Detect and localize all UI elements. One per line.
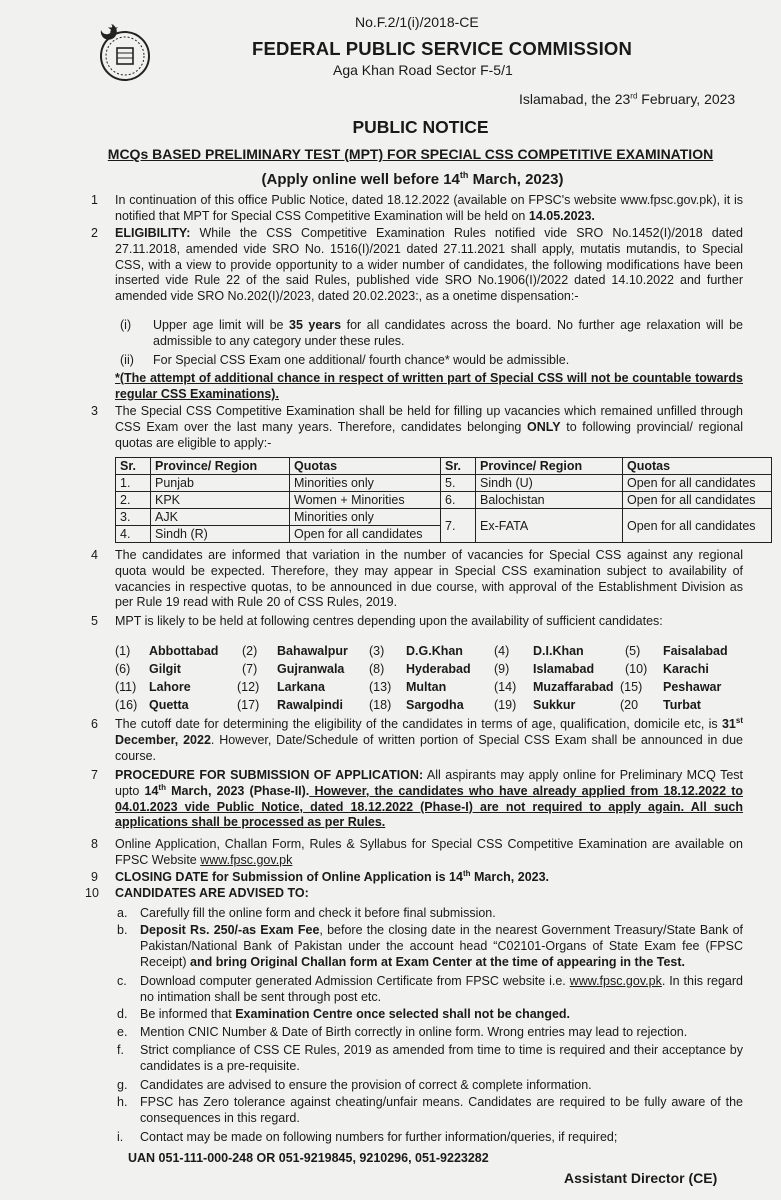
table-row [116,509,772,526]
centre-name: Gujranwala [277,662,345,676]
centre-name: Turbat [663,698,701,712]
paragraph-10-heading: CANDIDATES ARE ADVISED TO: [115,886,309,900]
centre-number: (3) [369,644,385,658]
table-cell: AJK [151,509,290,526]
table-cell: 1. [116,475,151,492]
quota-table [115,457,772,543]
table-cell: Open for all candidates [623,509,772,543]
paragraph-6: The cutoff date for determining the eligibility of the candidates in terms of age, qualification, domicile etc, is 31st December, 2022. However, Date/Schedule of written portion of Special CSS Exam shall be announced in due course. [115,715,743,763]
centre-number: (15) [620,680,643,694]
table-cell: Balochistan [476,492,623,509]
sub-item-label: g. [117,1078,128,1092]
centre-number: (10) [625,662,648,676]
exam-centres-list [115,644,755,716]
centre-number: (1) [115,644,131,658]
centre-name: Muzaffarabad [533,680,614,694]
paragraph-3: The Special CSS Competitive Examination shall be held for filling up vacancies which remained unfilled through CSS Exam over the last many years. Therefore, candidates belonging ONLY to following provincial/ regional quotas are eligible to apply:- [115,404,743,450]
sub-item-label: h. [117,1095,128,1109]
list-item [115,662,755,680]
paragraph-2-eligibility: ELIGIBILITY: While the CSS Competitive Examination Rules notified vide SRO No.1452(I)/2018 dated 27.11.2018, amended vide SRO No. 1516(I)/2021 dated 27.11.2021 shall apply, mutatis mutandis, to Special CSS, with a view to provide opportunity to a wider number of candidates, the following modifications have been inserted vide Rule 22 of the said Rules, published vide SRO No.1906(I)/2022 dated 14.10.2022 and further amended vide SRO No.202(I)/2023, dated 20.02.2023:, as a onetime dispensation:- [115,226,743,304]
column-header: Quotas [290,458,441,475]
centre-number: (17) [237,698,260,712]
table-cell: Sindh (R) [151,526,290,543]
centre-number: (20 [620,698,639,712]
para-number: 1 [91,193,98,207]
sub-item-label: a. [117,906,128,920]
centre-name: Quetta [149,698,189,712]
table-cell: 3. [116,509,151,526]
sub-item-label: (i) [120,318,132,332]
table-cell: KPK [151,492,290,509]
organization-address: Aga Khan Road Sector F-5/1 [333,62,513,78]
centre-number: (9) [494,662,510,676]
table-row [116,475,772,492]
advice-item-h: FPSC has Zero tolerance against cheating/unfair means. Candidates are required to be fully aware of the consequences in this regard. [140,1095,743,1125]
centre-name: Karachi [663,662,709,676]
centre-number: (19) [494,698,517,712]
paragraph-1: In continuation of this office Public Notice, dated 18.12.2022 (available on FPSC's website www.fpsc.gov.pk), it is notified that MPT for Special CSS Competitive Examination will be held on 14.05.2023. [115,193,743,223]
notice-subtitle: MCQs BASED PRELIMINARY TEST (MPT) FOR SPECIAL CSS COMPETITIVE EXAMINATION [107,146,714,162]
advice-item-c: Download computer generated Admission Certificate from FPSC website i.e. www.fpsc.gov.pk. In this regard no intimation shall be sent through post etc. [140,974,744,1004]
centre-number: (18) [369,698,392,712]
fpsc-emblem-icon [93,20,157,84]
list-item [115,644,755,662]
organization-name: FEDERAL PUBLIC SERVICE COMMISSION [252,38,633,59]
centre-name: Peshawar [663,680,722,694]
centre-name: Islamabad [533,662,595,676]
table-header-row [116,458,772,475]
table-cell: 5. [441,475,476,492]
paragraph-7-procedure: PROCEDURE FOR SUBMISSION OF APPLICATION: All aspirants may apply online for Preliminary MCQ Test upto 14th March, 2023 (Phase-II). However, the candidates who have already applied from 18.12.2022 to 04.01.2023 vide Public Notice, dated 18.12.2022 (Phase-I) are not required to apply again. All such applications shall be processed as per Rules. [115,768,743,830]
table-cell: 2. [116,492,151,509]
paragraph-4: The candidates are informed that variation in the number of vacancies for Special CSS against any regional quota would be expected. Therefore, they may appear in Special CSS examination subject to availability of vacancies in respective quotas, to be announced in due course, with approval of the Establishment Division as per Rule 19 read with Rule 20 of CSS Rules, 2019. [115,548,743,610]
paragraph-9-closing-date: CLOSING DATE for Submission of Online Application is 14th March, 2023. [115,868,550,884]
centre-number: (2) [242,644,258,658]
advice-item-d: Be informed that Examination Centre once selected shall not be changed. [140,1007,571,1021]
sub-item-label: f. [117,1043,124,1057]
centre-name: Lahore [149,680,191,694]
table-cell: Minorities only [290,509,441,526]
table-cell: Ex-FATA [476,509,623,543]
column-header: Province/ Region [476,458,623,475]
paragraph-5: MPT is likely to be held at following centres depending upon the availability of sufficient candidates: [115,614,663,628]
sub-item-label: d. [117,1007,128,1021]
eligibility-item-ii: For Special CSS Exam one additional/ fourth chance* would be admissible. [153,353,570,367]
centre-name: Abbottabad [149,644,219,658]
table-cell: Women + Minorities [290,492,441,509]
table-cell: Open for all candidates [623,492,772,509]
table-cell: 7. [441,509,476,543]
advice-item-f: Strict compliance of CSS CE Rules, 2019 as amended from time to time is required and their acceptance by candidates is a pre-requisite. [140,1043,743,1073]
centre-number: (7) [242,662,258,676]
paragraph-8: Online Application, Challan Form, Rules & Syllabus for Special CSS Competitive Examination are available on FPSC Website www.fpsc.gov.pk [115,837,743,867]
para-number: 5 [91,614,98,628]
para-number: 6 [91,717,98,731]
column-header: Province/ Region [151,458,290,475]
fpsc-website-link[interactable]: www.fpsc.gov.pk [569,974,662,988]
para-number: 7 [91,768,98,782]
centre-number: (13) [369,680,392,694]
sub-item-label: b. [117,923,128,937]
para-number: 8 [91,837,98,851]
table-cell: Sindh (U) [476,475,623,492]
centre-name: Faisalabad [663,644,728,658]
centre-number: (12) [237,680,260,694]
eligibility-note: *(The attempt of additional chance in respect of written part of Special CSS will not be countable towards regular CSS Examinations). [115,371,743,401]
table-cell: Open for all candidates [290,526,441,543]
table-cell: Open for all candidates [623,475,772,492]
reference-number: No.F.2/1(i)/2018-CE [355,14,479,30]
advice-item-b: Deposit Rs. 250/-as Exam Fee, before the closing date in the nearest Government Treasury/State Bank of Pakistan/National Bank of Pakistan under the account head “C02101-Organs of State Exam fee (FPSC Receipt) and bring Original Challan form at Exam Center at the time of appearing in the Test. [140,923,743,969]
centre-number: (11) [115,680,137,694]
fpsc-website-link[interactable]: www.fpsc.gov.pk [200,852,293,867]
centre-name: Sargodha [406,698,464,712]
signatory: Assistant Director (CE) [564,1170,718,1186]
table-cell: Minorities only [290,475,441,492]
eligibility-item-i: Upper age limit will be 35 years for all candidates across the board. No further age relaxation will be admissible to any category under these rules. [153,318,743,348]
sub-item-label: c. [117,974,127,988]
advice-item-a: Carefully fill the online form and check it before final submission. [140,906,496,920]
column-header: Quotas [623,458,772,475]
sub-item-label: e. [117,1025,128,1039]
contact-numbers: UAN 051-111-000-248 OR 051-9219845, 9210296, 051-9223282 [128,1151,489,1165]
table-row [116,492,772,509]
sub-item-label: i. [117,1130,124,1144]
list-item [115,698,755,716]
advice-item-g: Candidates are advised to ensure the provision of correct & complete information. [140,1078,592,1092]
para-number: 9 [91,870,98,884]
list-item [115,680,755,698]
centre-number: (14) [494,680,517,694]
para-number: 10 [85,886,99,900]
para-number: 2 [91,226,98,240]
centre-name: D.I.Khan [533,644,584,658]
centre-number: (4) [494,644,510,658]
apply-deadline-line: (Apply online well before 14th March, 2023) [261,170,564,188]
centre-number: (6) [115,662,131,676]
para-number: 3 [91,404,98,418]
page-title: PUBLIC NOTICE [352,117,489,137]
advice-item-e: Mention CNIC Number & Date of Birth correctly in online form. Wrong entries may lead to rejection. [140,1025,688,1039]
column-header: Sr. [441,458,476,475]
table-cell: Punjab [151,475,290,492]
para-number: 4 [91,548,98,562]
centre-name: Sukkur [533,698,576,712]
centre-number: (5) [625,644,641,658]
notice-date: Islamabad, the 23rd February, 2023 [519,91,736,107]
centre-name: Bahawalpur [277,644,348,658]
centre-number: (16) [115,698,138,712]
centre-name: Multan [406,680,447,694]
centre-name: Larkana [277,680,325,694]
centre-number: (8) [369,662,385,676]
column-header: Sr. [116,458,151,475]
centre-name: Rawalpindi [277,698,343,712]
table-cell: 6. [441,492,476,509]
advice-item-i: Contact may be made on following numbers for further information/queries, if required; [140,1130,618,1144]
centre-name: Hyderabad [406,662,471,676]
centre-name: Gilgit [149,662,181,676]
sub-item-label: (ii) [120,353,134,367]
table-cell: 4. [116,526,151,543]
centre-name: D.G.Khan [406,644,463,658]
